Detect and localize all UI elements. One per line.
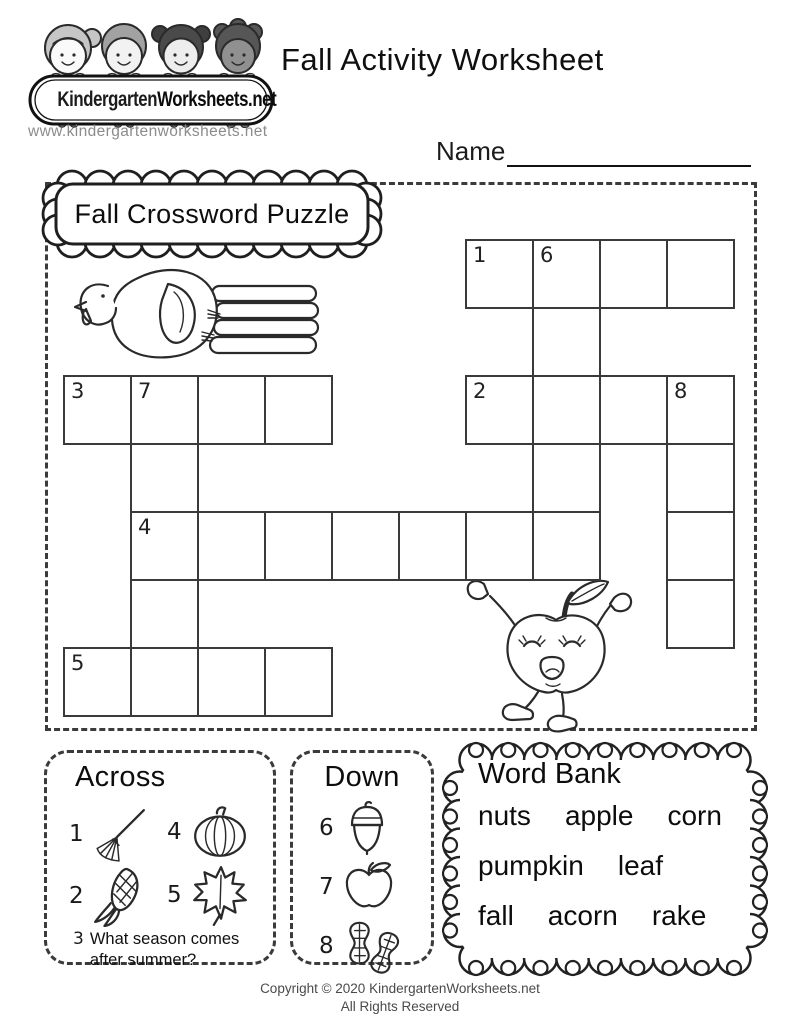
word-bank-word: corn	[667, 800, 722, 831]
grid-cell	[197, 511, 266, 581]
grid-cell	[599, 375, 668, 445]
word-bank-word: leaf	[617, 850, 663, 881]
down-title: Down	[324, 761, 400, 793]
grid-cell	[264, 375, 333, 445]
logo-kid-boy-curly	[214, 19, 262, 73]
logo-kid-boy-gray	[102, 24, 146, 74]
word-bank-row	[478, 850, 663, 882]
grid-cell	[532, 375, 601, 445]
word-bank-word: pumpkin	[478, 850, 584, 881]
rake-icon	[91, 805, 149, 863]
grid-cell	[130, 443, 199, 513]
logo-kid-girl-pigtails	[152, 25, 210, 74]
word-bank-word: rake	[651, 900, 707, 931]
grid-cell	[532, 443, 601, 513]
clue-number: 5	[167, 882, 182, 908]
grid-cell	[264, 647, 333, 717]
footer-copyright: Copyright © 2020 KindergartenWorksheets.net	[260, 981, 540, 996]
website-url: www.kindergartenworksheets.net	[28, 123, 268, 140]
grid-cell	[532, 511, 601, 581]
grid-cell	[264, 511, 333, 581]
grid-cell	[532, 239, 601, 309]
apple-character-illustration	[446, 572, 664, 736]
grid-cell	[130, 579, 199, 649]
down-clue-8	[319, 917, 407, 975]
clue-number: 7	[319, 874, 334, 900]
grid-cell	[197, 375, 266, 445]
name-row	[436, 136, 751, 167]
grid-cell	[63, 375, 132, 445]
grid-cell	[666, 239, 735, 309]
clue-text: What season comes after summer?	[89, 930, 240, 969]
across-clue-4	[167, 803, 251, 861]
word-bank-word: acorn	[547, 900, 618, 931]
page-title: Fall Activity Worksheet	[281, 42, 604, 77]
cell-number: 2	[473, 379, 487, 403]
cell-number: 5	[71, 651, 85, 675]
across-box	[44, 750, 276, 969]
cell-number: 3	[71, 379, 85, 403]
grid-cell	[130, 375, 199, 445]
clue-number: 4	[167, 819, 182, 845]
grid-cell	[465, 239, 534, 309]
grid-cell	[197, 647, 266, 717]
clue-number: 8	[319, 933, 334, 959]
cell-number: 6	[540, 243, 554, 267]
clue-number: 6	[319, 815, 334, 841]
grid-cell	[63, 647, 132, 717]
name-label: Name	[436, 136, 506, 166]
cell-number: 7	[138, 379, 152, 403]
pumpkin-icon	[189, 803, 251, 861]
grid-cell	[666, 443, 735, 513]
word-bank-word: apple	[564, 800, 634, 831]
grid-cell	[666, 579, 735, 649]
grid-cell	[666, 375, 735, 445]
cell-number: 4	[138, 515, 152, 539]
rake-slats	[210, 286, 318, 353]
word-bank-word: nuts	[478, 800, 531, 831]
down-box	[290, 750, 434, 965]
down-clue-7	[319, 859, 397, 915]
across-title: Across	[75, 761, 166, 793]
across-clue-3	[73, 929, 279, 970]
acorn-icon	[341, 799, 393, 857]
grid-cell	[331, 511, 400, 581]
puzzle-title: Fall Crossword Puzzle	[74, 199, 350, 229]
grid-cell	[532, 307, 601, 377]
cell-number: 1	[473, 243, 487, 267]
leaf-icon	[189, 863, 251, 927]
grid-cell	[130, 511, 199, 581]
cell-number: 8	[674, 379, 688, 403]
grid-cell	[465, 375, 534, 445]
across-clue-5	[167, 863, 251, 927]
grid-cell	[465, 511, 534, 581]
apple-icon	[341, 859, 397, 915]
across-clue-2	[69, 865, 149, 927]
word-bank-row	[478, 800, 722, 832]
word-bank-word: fall	[478, 900, 514, 931]
grid-cell	[130, 647, 199, 717]
grid-cell	[599, 239, 668, 309]
name-blank-line	[507, 137, 751, 167]
peanuts-icon	[341, 917, 407, 975]
turkey-illustration	[70, 260, 322, 372]
logo-kid-girl-ponytail	[45, 25, 101, 74]
word-bank-row	[478, 900, 706, 932]
logo-text	[30, 76, 277, 124]
grid-cell	[666, 511, 735, 581]
corn-icon	[91, 865, 149, 927]
clue-number: 1	[69, 821, 84, 847]
grid-cell	[398, 511, 467, 581]
logo-text-black: Worksheets.net	[157, 88, 277, 111]
logo-text-gray: Kindergarten	[57, 88, 158, 111]
across-clue-1	[69, 805, 149, 863]
clue-number: 3	[73, 929, 84, 949]
word-bank-title: Word Bank	[478, 758, 621, 790]
clue-number: 2	[69, 883, 84, 909]
footer-rights: All Rights Reserved	[340, 999, 460, 1014]
down-clue-6	[319, 799, 393, 857]
